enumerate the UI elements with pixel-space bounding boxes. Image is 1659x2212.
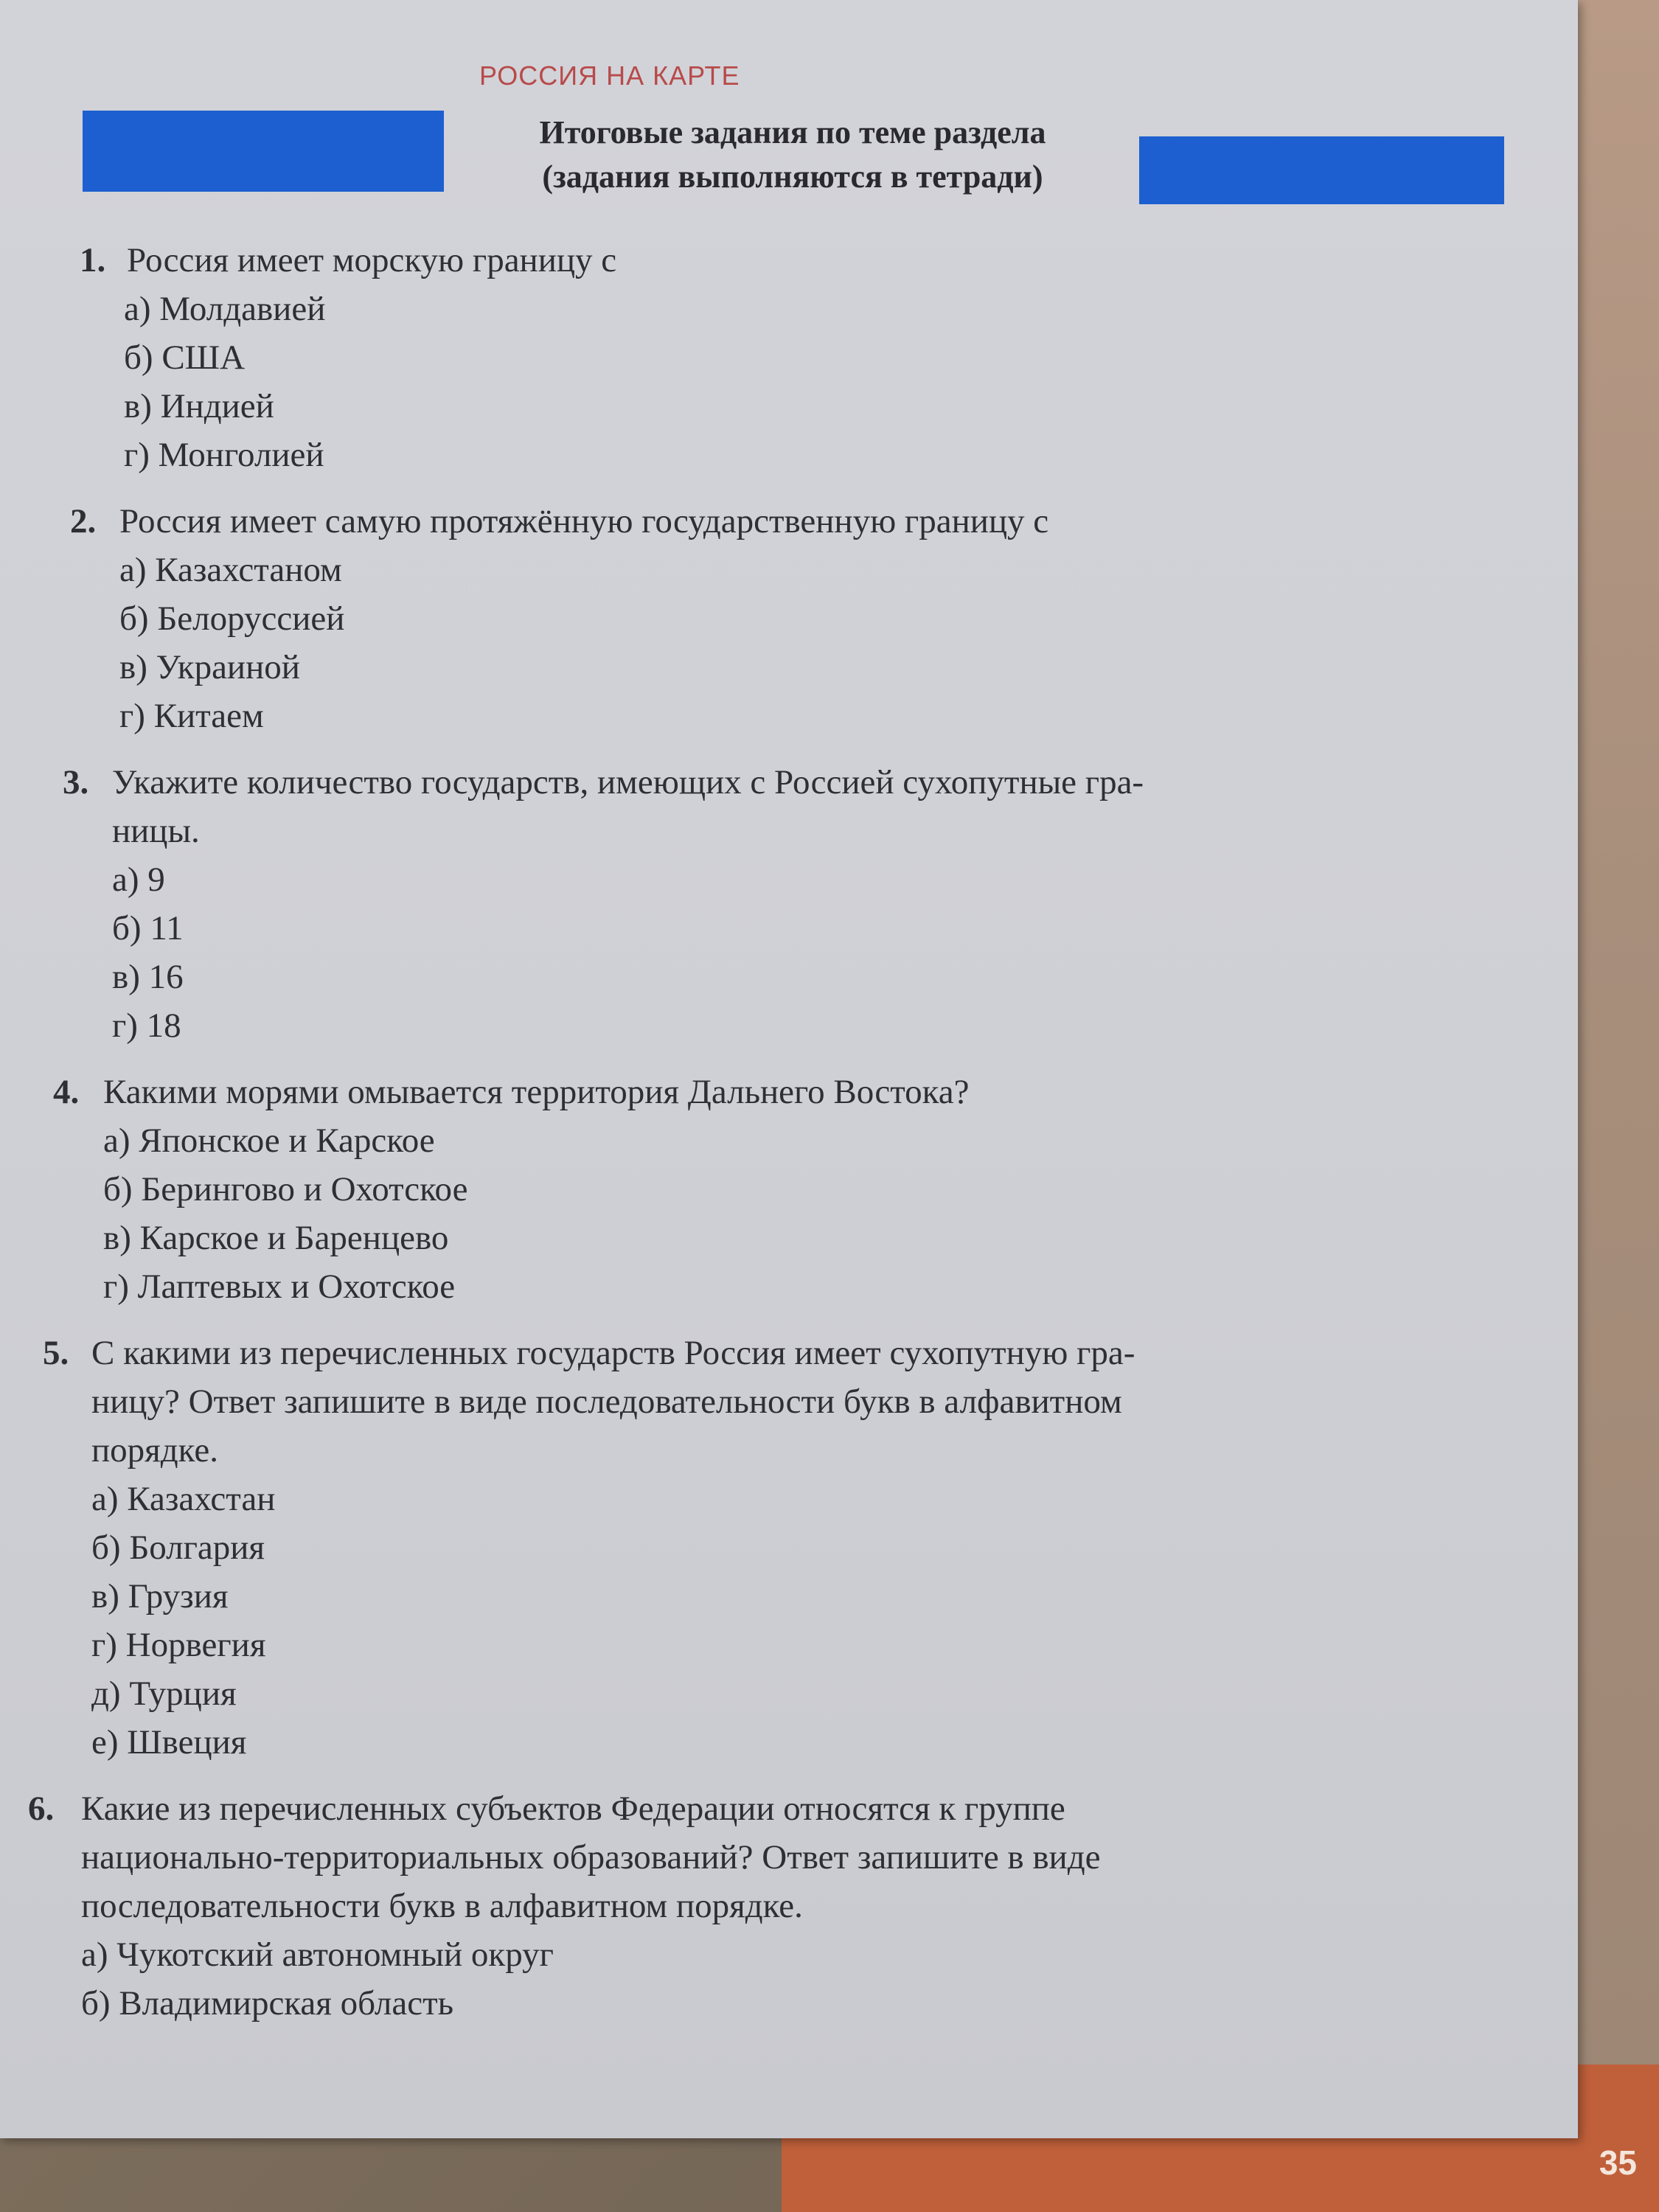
task-number: 2. xyxy=(70,502,97,540)
question-line: Россия имеет морскую границу с xyxy=(127,241,617,279)
option: е) Швеция xyxy=(91,1723,247,1761)
option: г) Норвегия xyxy=(91,1626,266,1664)
task-4 xyxy=(0,1068,1578,1311)
option: г) Монголией xyxy=(124,436,324,474)
question-line: порядке. xyxy=(91,1431,218,1470)
question-line: ницу? Ответ запишите в виде последовательности букв в алфавитном xyxy=(91,1382,1122,1421)
option: в) Карское и Баренцево xyxy=(103,1219,449,1257)
question-line: Россия имеет самую протяжённую государственную границу с xyxy=(119,502,1049,540)
option: б) 11 xyxy=(112,909,184,947)
option: а) Японское и Карское xyxy=(103,1121,435,1160)
option: д) Турция xyxy=(91,1674,237,1713)
section-title-line-2: (задания выполняются в тетради) xyxy=(542,159,1043,195)
option: в) 16 xyxy=(112,958,184,996)
question-line: С какими из перечисленных государств Россия имеет сухопутную гра- xyxy=(91,1334,1135,1372)
option: б) Владимирская область xyxy=(81,1984,454,2023)
task-list xyxy=(0,236,1578,2045)
question-line: Какие из перечисленных субъектов Федерации относятся к группе xyxy=(81,1790,1065,1828)
option: а) 9 xyxy=(112,860,165,899)
option: в) Украиной xyxy=(119,648,300,686)
task-6 xyxy=(0,1784,1578,2028)
option: б) Берингово и Охотское xyxy=(103,1170,468,1208)
page-number: 35 xyxy=(1599,2143,1637,2182)
task-number: 5. xyxy=(43,1334,69,1372)
option: а) Казахстан xyxy=(91,1480,276,1518)
question-line: национально-территориальных образований? Ответ запишите в виде xyxy=(81,1838,1101,1877)
question-line: Укажите количество государств, имеющих с Россией сухопутные гра- xyxy=(112,763,1144,801)
title-bar-left xyxy=(83,111,444,192)
option: б) Белоруссией xyxy=(119,599,345,638)
section-title xyxy=(413,111,1172,199)
question-line: Какими морями омывается территория Дальнего Востока? xyxy=(103,1073,970,1111)
section-title-line-1: Итоговые задания по теме раздела xyxy=(539,114,1046,150)
option: в) Индией xyxy=(124,387,274,425)
task-2 xyxy=(0,497,1578,740)
task-1 xyxy=(0,236,1578,479)
task-5 xyxy=(0,1329,1578,1767)
option: г) Китаем xyxy=(119,697,264,735)
task-number: 6. xyxy=(28,1790,55,1828)
option: б) Болгария xyxy=(91,1528,265,1567)
option: в) Грузия xyxy=(91,1577,229,1615)
option: г) 18 xyxy=(112,1006,181,1045)
running-head: РОССИЯ НА КАРТЕ xyxy=(479,60,740,91)
title-bar-right xyxy=(1139,136,1504,204)
option: г) Лаптевых и Охотское xyxy=(103,1267,456,1306)
task-number: 4. xyxy=(53,1073,80,1111)
option: а) Чукотский автономный округ xyxy=(81,1935,554,1974)
option: а) Казахстаном xyxy=(119,551,342,589)
option: б) США xyxy=(124,338,246,377)
task-number: 3. xyxy=(63,763,89,801)
option: а) Молдавией xyxy=(124,290,326,328)
question-line: последовательности букв в алфавитном порядке. xyxy=(81,1887,803,1925)
task-3 xyxy=(0,758,1578,1050)
question-line: ницы. xyxy=(112,812,200,850)
task-number: 1. xyxy=(80,241,106,279)
